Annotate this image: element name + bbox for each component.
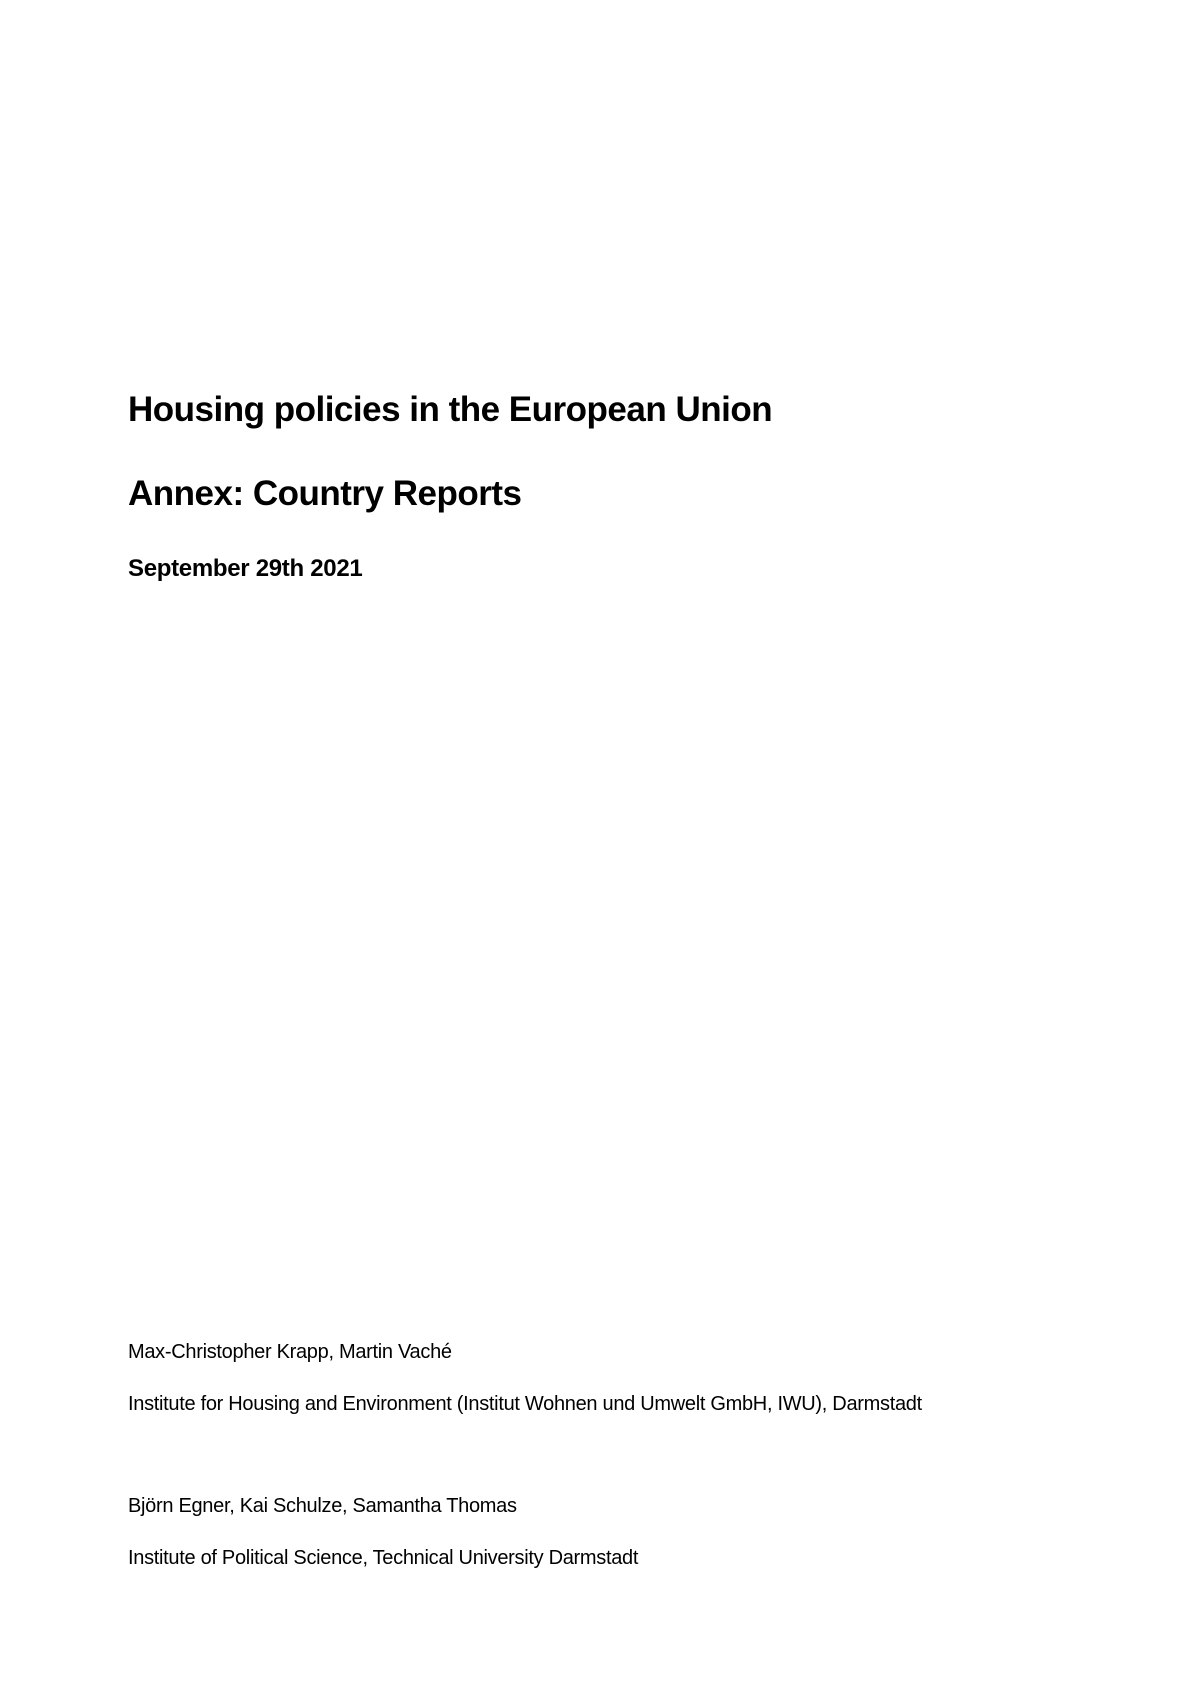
document-title: Housing policies in the European Union	[128, 390, 773, 429]
author-affiliation: Institute of Political Science, Technical University Darmstadt	[128, 1547, 639, 1569]
author-names: Björn Egner, Kai Schulze, Samantha Thomas	[128, 1495, 517, 1517]
author-affiliation: Institute for Housing and Environment (Institut Wohnen und Umwelt GmbH, IWU), Darmstadt	[128, 1393, 922, 1415]
author-names: Max-Christopher Krapp, Martin Vaché	[128, 1341, 452, 1363]
document-subtitle: Annex: Country Reports	[128, 474, 522, 513]
publication-date: September 29th 2021	[128, 555, 363, 582]
